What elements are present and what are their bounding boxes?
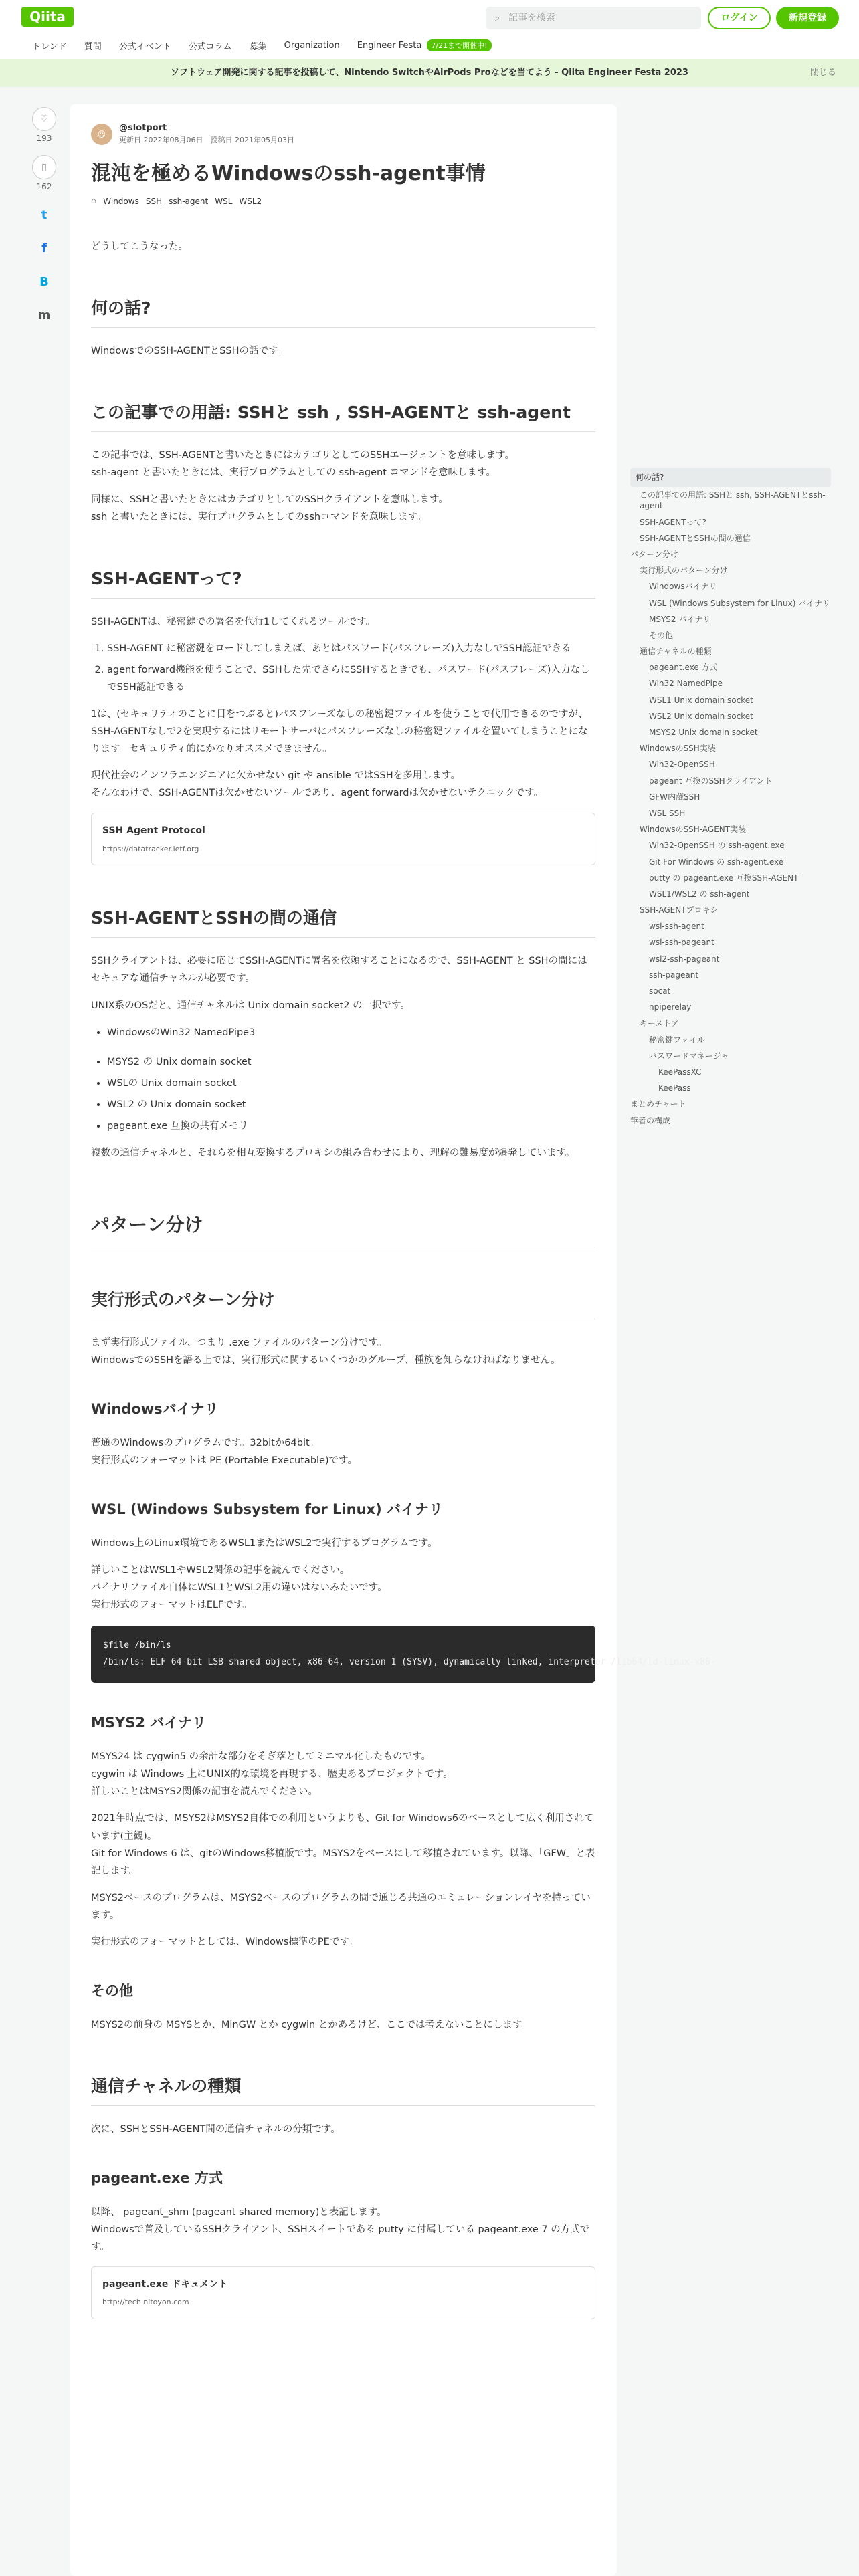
toc-item[interactable]: GFW内蔵SSH bbox=[649, 792, 700, 802]
paragraph: MSYS2の前身の MSYSとか、MinGW とか cygwin とかあるけど、ここでは考えないことにします。 bbox=[91, 2019, 531, 2030]
paragraph bbox=[91, 1562, 595, 1614]
festa-badge: 7/21まで開催中! bbox=[427, 39, 491, 51]
line: 以降、 pageant_shm (pageant shared memory)と表記します。 bbox=[91, 2206, 387, 2218]
paragraph bbox=[91, 1748, 595, 1800]
paragraph bbox=[91, 1434, 595, 1469]
heading: SSH-AGENTって? bbox=[91, 564, 595, 599]
toc-item[interactable]: WindowsのSSH-AGENT実装 bbox=[640, 825, 747, 835]
paragraph: UNIX系のOSだと、通信チャネルは Unix domain socket2 の一択です。 bbox=[91, 1000, 410, 1011]
heading: 何の話? bbox=[91, 293, 595, 328]
list-item: 1. SSH-AGENT に秘密鍵をロードしてしまえば、あとはパスワード(パスフレーズ)入力なしでSSH認証できる bbox=[107, 640, 595, 657]
tag-icon: ⌂ bbox=[91, 196, 97, 206]
tag[interactable]: SSH bbox=[145, 196, 163, 206]
list-item: • pageant.exe 互換の共有メモリ bbox=[107, 1117, 595, 1135]
toc-item[interactable]: SSH-AGENTって? bbox=[640, 517, 706, 527]
paragraph bbox=[91, 491, 595, 526]
global-nav bbox=[32, 36, 492, 55]
heading: MSYS2 バイナリ bbox=[91, 1715, 207, 1731]
toc-item[interactable]: pageant.exe 方式 bbox=[649, 663, 718, 673]
tag[interactable]: Windows bbox=[103, 196, 139, 206]
heading: WSL (Windows Subsystem for Linux) バイナリ bbox=[91, 1501, 443, 1517]
toc-item[interactable]: WindowsのSSH実装 bbox=[640, 744, 716, 754]
header bbox=[0, 0, 859, 59]
line: そんなわけで、SSH-AGENTは欠かせないツールであり、agent forwardは欠かせないテクニックです。 bbox=[91, 788, 543, 799]
link-card-title: pageant.exe ドキュメント bbox=[102, 2279, 228, 2290]
toc-item[interactable]: この記事での用語: SSHと ssh, SSH-AGENTとssh-agent bbox=[640, 490, 826, 511]
toc-item[interactable]: SSH-AGENTプロキシ bbox=[640, 905, 719, 916]
paragraph bbox=[91, 447, 595, 481]
toc-item[interactable]: KeePass bbox=[658, 1083, 691, 1093]
search-input[interactable] bbox=[486, 7, 701, 29]
code-block[interactable] bbox=[91, 1626, 716, 1683]
line: Windowsで普及しているSSHクライアント、SSHスイートである putty に付属している pageant.exe 7 の方式です。 bbox=[91, 2224, 590, 2253]
line: 現代社会のインフラエンジニアに欠かせない git や ansible ではSSHを多用します。 bbox=[91, 770, 460, 782]
line: 詳しいことはWSL1やWSL2関係の記事を読んでください。 bbox=[91, 1564, 350, 1576]
line: 普通のWindowsのプログラムです。32bitか64bit。 bbox=[91, 1437, 320, 1448]
page-title: 混沌を極めるWindowsのssh-agent事情 bbox=[91, 162, 486, 185]
link-card[interactable] bbox=[91, 2266, 595, 2319]
article-dates bbox=[119, 134, 294, 145]
paragraph: 1は、(セキュリティのことに目をつぶると)パスフレーズなしの秘密鍵ファイルを使うことで代用できるのですが、SSH-AGENTなしで2を実現するにはリモートサーバにパスフレーズなしの秘密鍵ファイルを置いてしまうことになります。セキュリティ的にかなりオススメできません。 bbox=[91, 708, 588, 755]
like-count: 193 bbox=[36, 134, 52, 143]
author-name[interactable]: @slotport bbox=[119, 123, 167, 133]
nav-organization[interactable]: Organization bbox=[284, 40, 340, 51]
line: 実行形式のフォーマットはELFです。 bbox=[91, 1599, 252, 1610]
avatar[interactable]: ☺ bbox=[91, 124, 112, 145]
nav-trend[interactable]: トレンド bbox=[32, 41, 67, 52]
heading: pageant.exe 方式 bbox=[91, 2170, 223, 2187]
author-row bbox=[91, 123, 595, 145]
stock-count: 162 bbox=[36, 182, 52, 191]
toc-item[interactable]: npiperelay bbox=[649, 1002, 692, 1012]
intro-text: どうしてこうなった。 bbox=[91, 241, 188, 252]
feature-list bbox=[107, 640, 595, 696]
paragraph bbox=[91, 2204, 595, 2256]
toc-item[interactable]: WSL2 Unix domain socket bbox=[649, 711, 753, 721]
line: ssh と書いたときには、実行プログラムとしてのsshコマンドを意味します。 bbox=[91, 512, 427, 523]
nav-engineer-festa[interactable]: Engineer Festa bbox=[357, 40, 422, 51]
toc-item[interactable]: ssh-pageant bbox=[649, 970, 699, 980]
toc-item[interactable]: その他 bbox=[649, 630, 674, 640]
line: Git for Windows 6 は、gitのWindows移植版です。MSYS2をベースにして移植されています。以降、「GFW」と表記します。 bbox=[91, 1848, 595, 1876]
stock-icon[interactable]: ▯ bbox=[32, 155, 56, 179]
list-item: • WSLの Unix domain socket bbox=[107, 1075, 595, 1092]
line: 実行形式のフォーマットは PE (Portable Executable)です。 bbox=[91, 1455, 357, 1466]
list-item: • WindowsのWin32 NamedPipe3 bbox=[107, 1024, 595, 1041]
updated-date: 更新日 2022年08月06日 bbox=[119, 136, 203, 144]
mastodon-icon[interactable]: m bbox=[37, 308, 51, 322]
toc-item[interactable]: putty の pageant.exe 互換SSH-AGENT bbox=[649, 873, 799, 883]
hatena-icon[interactable]: B bbox=[39, 275, 49, 289]
line: ssh-agent と書いたときには、実行プログラムとしての ssh-agent コマンドを意味します。 bbox=[91, 467, 496, 479]
toc-item[interactable]: KeePassXC bbox=[658, 1067, 702, 1077]
paragraph: 次に、SSHとSSH-AGENT間の通信チャネルの分類です。 bbox=[91, 2123, 341, 2135]
paragraph: 複数の通信チャネルと、それらを相互変換するプロキシの組み合わせにより、理解の難易度が爆発しています。 bbox=[91, 1148, 575, 1159]
toc-item[interactable]: WSL (Windows Subsystem for Linux) バイナリ bbox=[649, 598, 831, 608]
toc-item[interactable]: WSL SSH bbox=[649, 808, 686, 818]
toc-item[interactable]: SSH-AGENTとSSHの間の通信 bbox=[640, 533, 751, 543]
paragraph bbox=[91, 1334, 595, 1369]
channel-list bbox=[107, 1024, 595, 1135]
toc-item[interactable]: Win32-OpenSSH bbox=[649, 760, 715, 770]
link-card[interactable] bbox=[91, 813, 595, 865]
toc-item[interactable]: パスワードマネージャ bbox=[649, 1051, 729, 1061]
qiita-logo[interactable]: Qiita bbox=[21, 7, 74, 27]
signup-button[interactable]: 新規登録 bbox=[776, 7, 839, 29]
like-icon[interactable]: ♡ bbox=[32, 107, 56, 131]
toc-item[interactable]: pageant 互換のSSHクライアント bbox=[649, 776, 773, 786]
heading: 実行形式のパターン分け bbox=[91, 1285, 595, 1319]
line: 詳しいことはMSYS2関係の記事を読んでください。 bbox=[91, 1786, 318, 1798]
line: MSYS24 は cygwin5 の余計な部分をそぎ落としてミニマル化したものです。 bbox=[91, 1751, 431, 1763]
nav-recruit[interactable]: 募集 bbox=[249, 41, 267, 52]
login-button[interactable]: ログイン bbox=[708, 7, 771, 29]
heading: その他 bbox=[91, 1983, 133, 2000]
line: WindowsでのSSHを語る上では、実行形式に関するいくつかのグループ、種族を知らなければなりません。 bbox=[91, 1354, 561, 1366]
code-line: $file /bin/ls bbox=[103, 1640, 171, 1650]
banner-close-button[interactable]: 閉じる bbox=[809, 68, 836, 78]
line: cygwin は Windows 上にUNIX的な環境を再現する、歴史あるプロジェクトです。 bbox=[91, 1769, 453, 1780]
heading: 通信チャネルの種類 bbox=[91, 2071, 595, 2106]
link-card-url: https://datatracker.ietf.org bbox=[102, 844, 199, 853]
nav-events[interactable]: 公式イベント bbox=[118, 41, 171, 52]
toc-item[interactable]: Win32-OpenSSH の ssh-agent.exe bbox=[649, 841, 785, 851]
list-item: • WSL2 の Unix domain socket bbox=[107, 1096, 595, 1113]
toc-item[interactable]: 何の話? bbox=[630, 468, 831, 487]
toc-item[interactable]: MSYS2 バイナリ bbox=[649, 614, 711, 624]
tag[interactable]: WSL bbox=[215, 196, 233, 206]
search-icon: ⌕ bbox=[495, 13, 500, 23]
toc-item[interactable]: Win32 NamedPipe bbox=[649, 679, 723, 689]
tag-list bbox=[91, 196, 595, 206]
twitter-icon[interactable]: t bbox=[41, 208, 47, 222]
paragraph bbox=[91, 767, 595, 802]
table-of-contents bbox=[630, 468, 831, 1129]
search-placeholder: 記事を検索 bbox=[508, 13, 555, 23]
toc-item[interactable]: wsl-ssh-pageant bbox=[649, 938, 714, 948]
code-line: /bin/ls: ELF 64-bit LSB shared object, x86-64, version 1 (SYSV), dynamically linked, interpreter /lib64/ld-linux-x86- bbox=[103, 1656, 716, 1667]
line: まず実行形式ファイル、つまり .exe ファイルのパターン分けです。 bbox=[91, 1337, 387, 1348]
line: バイナリファイル自体にWSL1とWSL2用の違いはないみたいです。 bbox=[91, 1582, 387, 1593]
toc-item[interactable]: パターン分け bbox=[630, 549, 678, 559]
festa-banner[interactable] bbox=[0, 59, 859, 87]
nav-questions[interactable]: 質問 bbox=[84, 41, 102, 52]
toc-item[interactable]: まとめチャート bbox=[630, 1099, 686, 1109]
paragraph: SSH-AGENTは、秘密鍵での署名を代行1してくれるツールです。 bbox=[91, 616, 375, 627]
banner-text: ソフトウェア開発に関する記事を投稿して、Nintendo SwitchやAirPods Proなどを当てよう - Qiita Engineer Festa 2023 bbox=[171, 68, 688, 78]
toc-item[interactable]: 秘密鍵ファイル bbox=[649, 1035, 705, 1045]
paragraph: MSYS2ベースのプログラムは、MSYS2ベースのプログラムの間で通じる共通のエミュレーションレイヤを持っています。 bbox=[91, 1892, 591, 1921]
heading: この記事での用語: SSHと ssh , SSH-AGENTと ssh-agent bbox=[91, 397, 595, 432]
toc-item[interactable]: wsl2-ssh-pageant bbox=[649, 954, 720, 964]
link-card-title: SSH Agent Protocol bbox=[102, 825, 205, 837]
toc-item[interactable]: socat bbox=[649, 986, 671, 996]
paragraph: Windows上のLinux環境であるWSL1またはWSL2で実行するプログラムです。 bbox=[91, 1537, 438, 1549]
toc-item[interactable]: 通信チャネルの種類 bbox=[640, 647, 712, 657]
toc-item[interactable]: WSL1/WSL2 の ssh-agent bbox=[649, 889, 750, 899]
toc-item[interactable]: キーストア bbox=[640, 1018, 680, 1029]
link-card-url: http://tech.nitoyon.com bbox=[102, 2298, 189, 2307]
paragraph: WindowsでのSSH-AGENTとSSHの話です。 bbox=[91, 346, 287, 357]
facebook-icon[interactable]: f bbox=[41, 241, 47, 255]
paragraph: SSHクライアントは、必要に応じてSSH-AGENTに署名を依頼することになるので、SSH-AGENT と SSHの間にはセキュアな通信チャネルが必要です。 bbox=[91, 956, 587, 984]
posted-date: 投稿日 2021年05月03日 bbox=[210, 136, 294, 144]
toc-item[interactable]: wsl-ssh-agent bbox=[649, 922, 704, 932]
nav-columns[interactable]: 公式コラム bbox=[188, 41, 232, 52]
paragraph: 実行形式のフォーマットとしては、Windows標準のPEです。 bbox=[91, 1936, 359, 1947]
list-item: 2. agent forward機能を使うことで、SSHした先でさらにSSHするときでも、パスワード(パスフレーズ)入力なしでSSH認証できる bbox=[107, 661, 595, 696]
tag[interactable]: ssh-agent bbox=[169, 196, 209, 206]
toc-item[interactable]: 実行形式のパターン分け bbox=[640, 566, 728, 576]
line: 2021年時点では、MSYS2はMSYS2自体での利用というよりも、Git for Windows6のベースとして広く利用されています(主観)。 bbox=[91, 1813, 594, 1842]
tag[interactable]: WSL2 bbox=[239, 196, 262, 206]
side-actions bbox=[32, 107, 56, 337]
toc-item[interactable]: WSL1 Unix domain socket bbox=[649, 695, 753, 705]
toc-item[interactable]: Windowsバイナリ bbox=[649, 582, 717, 592]
paragraph bbox=[91, 1810, 595, 1879]
heading: SSH-AGENTとSSHの間の通信 bbox=[91, 903, 595, 938]
heading: パターン分け bbox=[91, 1208, 595, 1247]
toc-item[interactable]: 筆者の構成 bbox=[630, 1115, 671, 1125]
line: 同様に、SSHと書いたときにはカテゴリとしてのSSHクライアントを意味します。 bbox=[91, 494, 448, 506]
list-item: • MSYS2 の Unix domain socket bbox=[107, 1053, 595, 1071]
line: この記事では、SSH-AGENTと書いたときにはカテゴリとしてのSSHエージェントを意味します。 bbox=[91, 450, 514, 461]
heading: Windowsバイナリ bbox=[91, 1400, 219, 1417]
toc-item[interactable]: MSYS2 Unix domain socket bbox=[649, 728, 758, 737]
toc-item[interactable]: Git For Windows の ssh-agent.exe bbox=[649, 857, 784, 867]
